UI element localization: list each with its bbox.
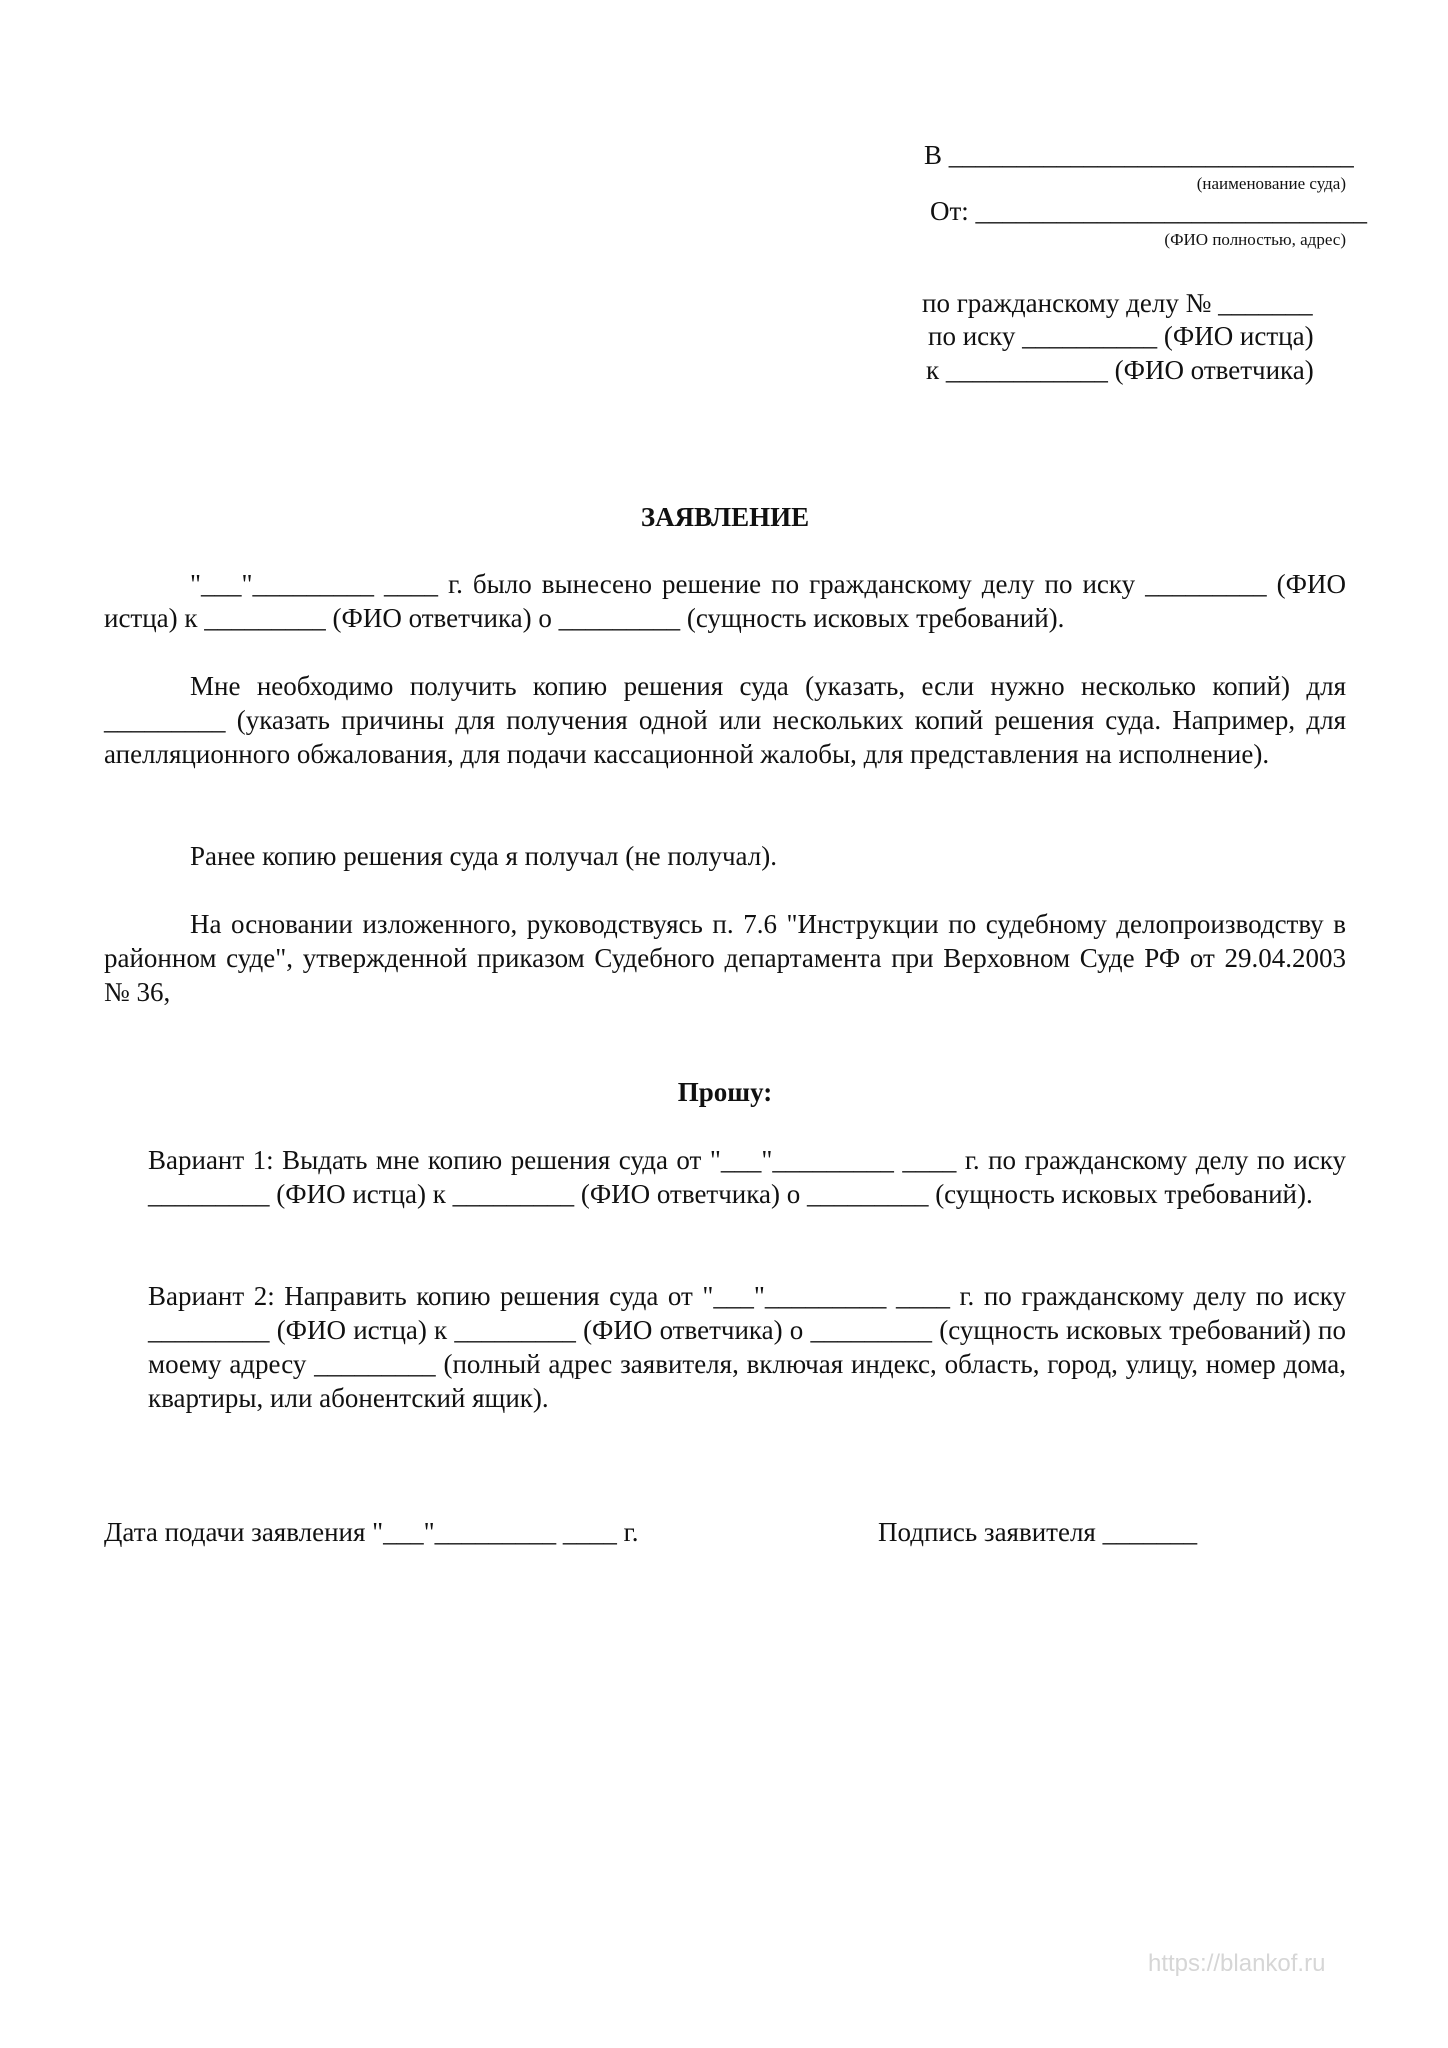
- request-heading: Прошу:: [677, 1077, 773, 1107]
- defendant-line: к ____________ (ФИО ответчика): [926, 355, 1314, 385]
- court-line: В ______________________________: [924, 140, 1354, 170]
- court-caption: (наименование суда): [1196, 174, 1346, 193]
- case-number-line: по гражданскому делу № _______: [922, 288, 1313, 318]
- paragraph-legal-basis: На основании изложенного, руководствуясь п. 7.6 "Инструкции по судебному делопроизводству в районном суде", утвержденной приказом Судебного департамента при Верховном Суде РФ от 29.04.2003 № 36,: [104, 909, 1346, 1007]
- paragraph-previous-copy: Ранее копию решения суда я получал (не получал).: [190, 841, 777, 871]
- plaintiff-line: по иску __________ (ФИО истца): [928, 321, 1314, 351]
- from-line: От: _____________________________: [930, 196, 1368, 226]
- signature-line: Подпись заявителя _______: [878, 1517, 1198, 1547]
- paragraph-decision: "___"_________ ____ г. было вынесено решение по гражданскому делу по иску _________ (ФИО истца) к _________ (ФИО ответчика) о _________ (сущность исковых требований).: [104, 569, 1346, 633]
- variant-1: Вариант 1: Выдать мне копию решения суда от "___"_________ ____ г. по гражданскому делу по иску _________ (ФИО истца) к _________ (ФИО ответчика) о _________ (сущность исковых требований).: [148, 1145, 1346, 1209]
- watermark-url: https://blankof.ru: [1148, 1950, 1326, 1977]
- variant-2: Вариант 2: Направить копию решения суда от "___"_________ ____ г. по гражданскому делу по иску _________ (ФИО истца) к _________ (ФИО ответчика) о _________ (сущность исковых требований) по моему адресу _________ (полный адрес заявителя, включая индекс, область, город, улицу, номер дома, квартиры, или абонентский ящик).: [148, 1281, 1346, 1413]
- document-title: ЗАЯВЛЕНИЕ: [640, 502, 810, 532]
- submission-date-line: Дата подачи заявления "___"_________ ____ г.: [104, 1517, 639, 1547]
- from-caption: (ФИО полностью, адрес): [1164, 230, 1346, 249]
- paragraph-need-copy: Мне необходимо получить копию решения суда (указать, если нужно несколько копий) для _________ (указать причины для получения одной или нескольких копий решения суда. Например, для апелляционного обжалования, для подачи кассационной жалобы, для представления на исполнение).: [104, 671, 1346, 769]
